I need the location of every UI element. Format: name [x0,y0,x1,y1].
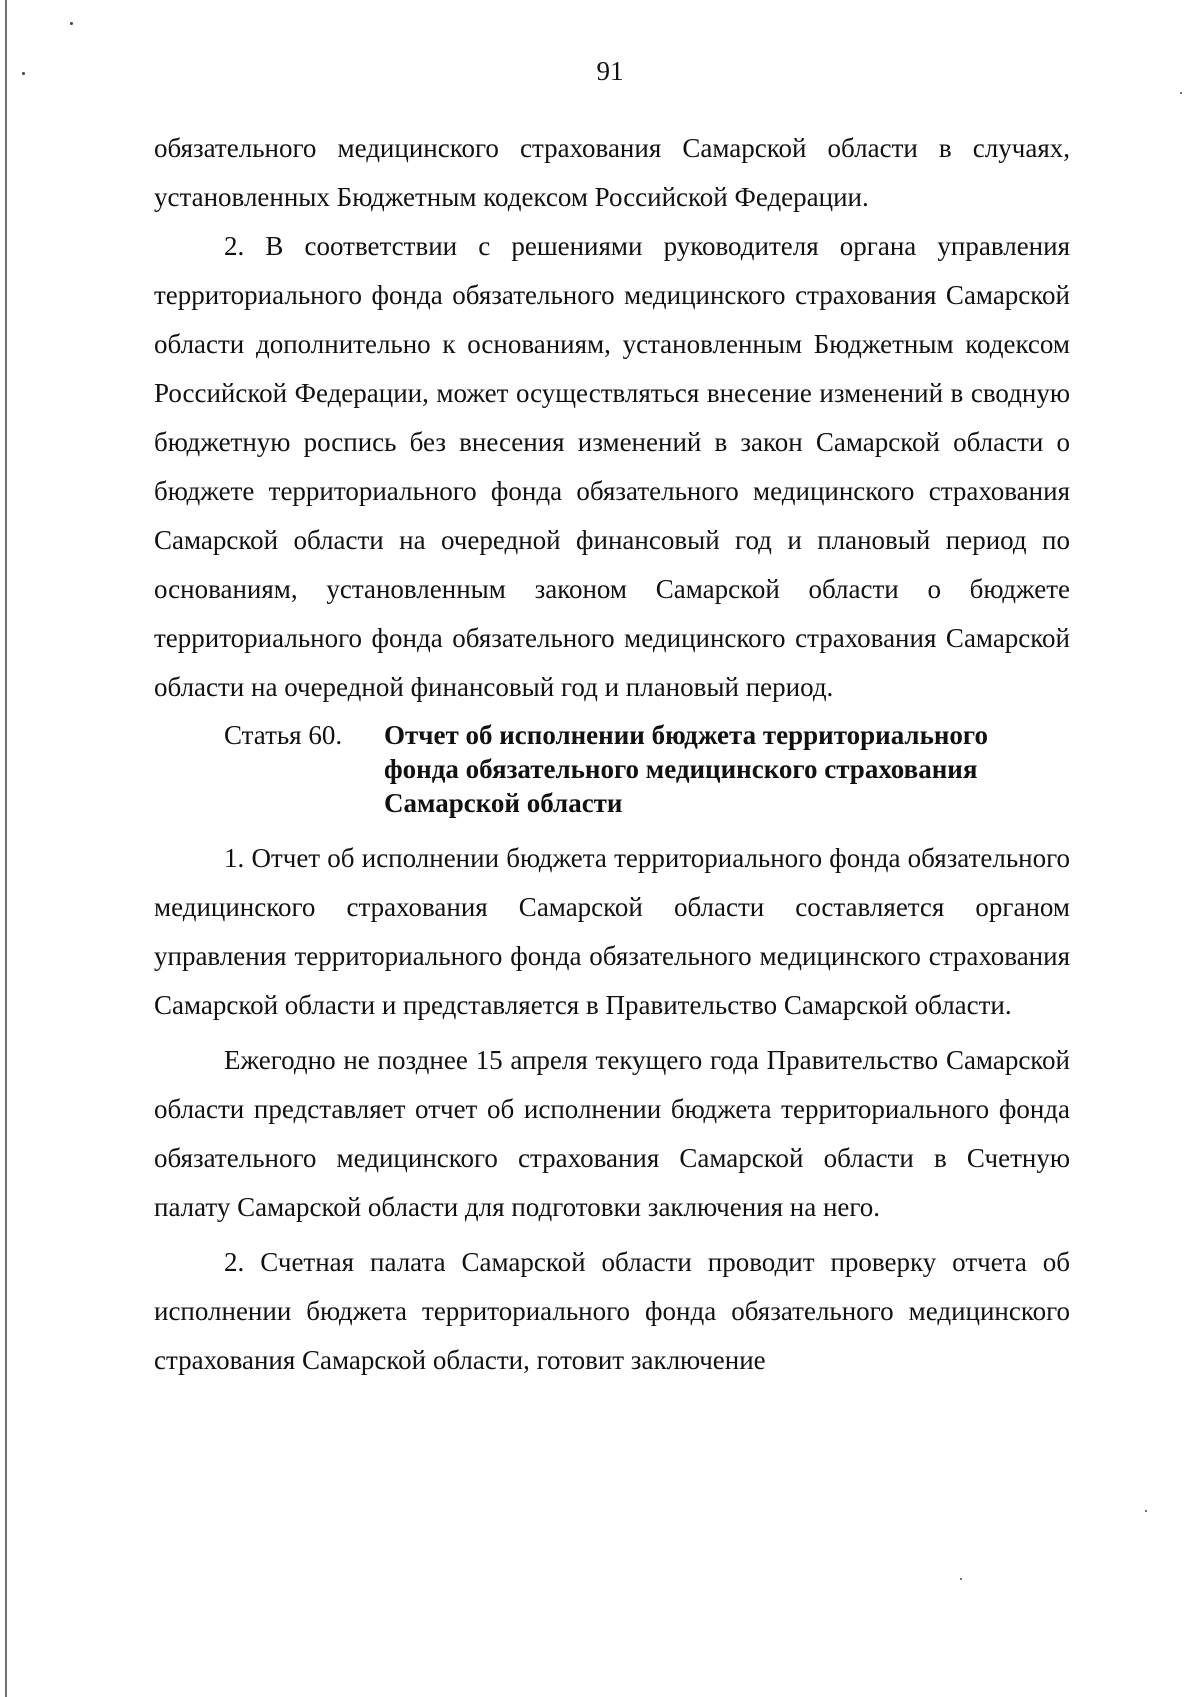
paragraph-report-preparation: 1. Отчет об исполнении бюджета территориального фонда обязательного медицинского страхования Самарской области составляется органом управления территориального фонда обязательного медицинского страхования Самарской области и представляется в Правительство Самарской области. [154,843,1070,1020]
scan-speck [960,1578,962,1580]
article-title: Отчет об исполнении бюджета территориального фонда обязательного медицинского страхования Самарской области [384,720,989,818]
paragraph-audit-chamber: 2. Счетная палата Самарской области проводит проверку отчета об исполнении бюджета территориального фонда обязательного медицинского страхования Самарской области, готовит заключение [154,1247,1070,1375]
scan-speck [1180,92,1182,94]
scan-speck [1145,1510,1147,1512]
document-body [154,124,1070,1385]
article-number: Статья 60. [224,720,343,750]
paragraph-annual-submission: Ежегодно не позднее 15 апреля текущего года Правительство Самарской области представляет отчет об исполнении бюджета территориального фонда обязательного медицинского страхования Самарской области в Счетную палату Самарской области для подготовки заключения на него. [154,1045,1070,1222]
paragraph-budget-changes: 2. В соответствии с решениями руководителя органа управления территориального фонда обязательного медицинского страхования Самарской области дополнительно к основаниям, установленным Бюджетным кодексом Российской Федерации, может осуществляться внесение изменений в сводную бюджетную роспись без внесения изменений в закон Самарской области о бюджете территориального фонда обязательного медицинского страхования Самарской области на очередной финансовый год и плановый период по основаниям, установленным законом Самарской области о бюджете территориального фонда обязательного медицинского страхования Самарской области на очередной финансовый год и плановый период. [154,231,1070,702]
article-heading [154,718,1070,820]
scan-speck [70,22,73,25]
page-left-edge [5,0,7,1697]
page-number: 91 [596,56,624,86]
paragraph-continuation: обязательного медицинского страхования Самарской области в случаях, установленных Бюджетным кодексом Российской Федерации. [154,133,1070,212]
